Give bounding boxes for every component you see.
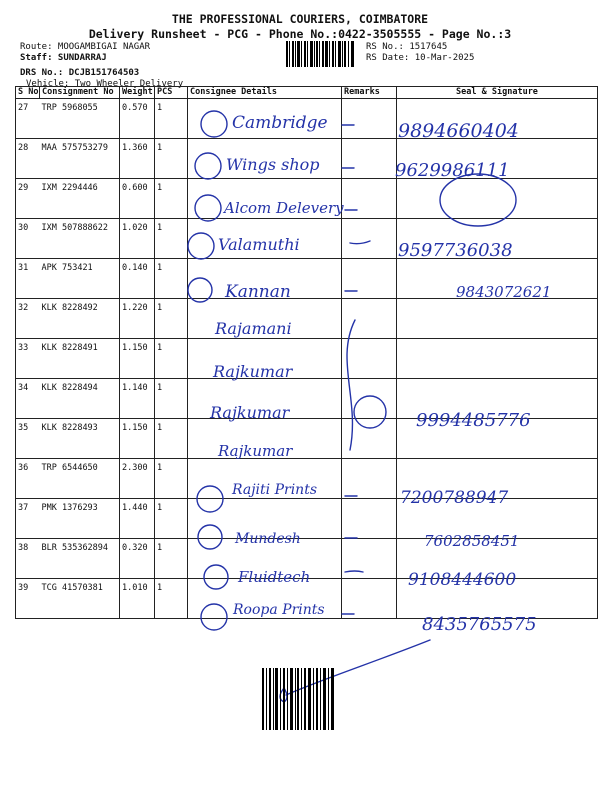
cell-consignee-details bbox=[188, 459, 342, 499]
cell-pcs: 1 bbox=[155, 339, 188, 379]
cell-pcs: 1 bbox=[155, 219, 188, 259]
handwritten-consignee: Kannan bbox=[225, 282, 291, 302]
col-signature: Seal & Signature bbox=[397, 87, 598, 99]
cell-remarks bbox=[342, 379, 397, 419]
cell-seal-signature bbox=[397, 499, 598, 539]
cell-seal-signature bbox=[397, 219, 598, 259]
handwritten-phone: 7200788947 bbox=[400, 488, 509, 508]
cell-seal-signature bbox=[397, 139, 598, 179]
cell-consignment-no: BLR 535362894 bbox=[40, 539, 120, 579]
handwritten-consignee: Roopa Prints bbox=[233, 602, 325, 618]
cell-weight: 2.300 bbox=[120, 459, 155, 499]
col-weight: Weight bbox=[120, 87, 155, 99]
handwritten-phone: 9597736038 bbox=[398, 240, 513, 261]
cell-sno: 36 bbox=[16, 459, 40, 499]
col-consignee: Consignee Details bbox=[188, 87, 342, 99]
cell-sno: 35 bbox=[16, 419, 40, 459]
handwritten-phone: 9894660404 bbox=[398, 120, 519, 142]
handwritten-consignee: Rajiti Prints bbox=[232, 482, 317, 498]
cell-pcs: 1 bbox=[155, 299, 188, 339]
cell-remarks bbox=[342, 499, 397, 539]
cell-pcs: 1 bbox=[155, 459, 188, 499]
handwritten-phone: 9108444600 bbox=[408, 570, 517, 590]
cell-consignee-details bbox=[188, 99, 342, 139]
company-title: THE PROFESSIONAL COURIERS, COIMBATORE bbox=[171, 12, 429, 26]
cell-weight: 1.360 bbox=[120, 139, 155, 179]
info-left bbox=[20, 42, 183, 90]
cell-weight: 1.150 bbox=[120, 419, 155, 459]
cell-weight: 0.600 bbox=[120, 179, 155, 219]
cell-consignment-no: MAA 575753279 bbox=[40, 139, 120, 179]
table-row bbox=[16, 419, 598, 459]
cell-consignment-no: IXM 2294446 bbox=[40, 179, 120, 219]
cell-weight: 0.570 bbox=[120, 99, 155, 139]
cell-remarks bbox=[342, 299, 397, 339]
handwritten-consignee: Rajkumar bbox=[213, 362, 293, 381]
cell-sno: 29 bbox=[16, 179, 40, 219]
cell-consignee-details bbox=[188, 419, 342, 459]
handwritten-consignee: Rajkumar bbox=[218, 442, 293, 460]
handwritten-consignee: Rajamani bbox=[215, 319, 292, 338]
cell-consignment-no: TCG 41570381 bbox=[40, 579, 120, 619]
vehicle-text: Vehicle: Two Wheeler Delivery bbox=[26, 79, 184, 89]
cell-consignment-no: TRP 6544650 bbox=[40, 459, 120, 499]
cell-remarks bbox=[342, 259, 397, 299]
handwritten-consignee: Rajkumar bbox=[210, 403, 290, 422]
handwritten-consignee: Fluidtech bbox=[238, 568, 311, 586]
cell-consignee-details bbox=[188, 499, 342, 539]
cell-pcs: 1 bbox=[155, 99, 188, 139]
cell-pcs: 1 bbox=[155, 259, 188, 299]
cell-weight: 0.140 bbox=[120, 259, 155, 299]
cell-consignment-no: TRP 5968055 bbox=[40, 99, 120, 139]
cell-weight: 1.010 bbox=[120, 579, 155, 619]
col-remarks: Remarks bbox=[342, 87, 397, 99]
cell-consignment-no: IXM 507888622 bbox=[40, 219, 120, 259]
cell-consignment-no: KLK 8228494 bbox=[40, 379, 120, 419]
cell-seal-signature bbox=[397, 539, 598, 579]
cell-consignee-details bbox=[188, 299, 342, 339]
cell-weight: 1.140 bbox=[120, 379, 155, 419]
cell-remarks bbox=[342, 539, 397, 579]
col-sno: S No bbox=[16, 87, 40, 99]
cell-seal-signature bbox=[397, 339, 598, 379]
barcode-icon bbox=[286, 41, 354, 67]
table-row bbox=[16, 139, 598, 179]
barcode-icon bbox=[262, 668, 334, 730]
cell-sno: 30 bbox=[16, 219, 40, 259]
cell-weight: 1.020 bbox=[120, 219, 155, 259]
col-pcs: PCS bbox=[155, 87, 188, 99]
cell-remarks bbox=[342, 339, 397, 379]
cell-consignment-no: KLK 8228492 bbox=[40, 299, 120, 339]
table-row bbox=[16, 459, 598, 499]
table-row bbox=[16, 219, 598, 259]
cell-sno: 31 bbox=[16, 259, 40, 299]
table-row bbox=[16, 259, 598, 299]
table-row bbox=[16, 539, 598, 579]
cell-seal-signature bbox=[397, 459, 598, 499]
table-row bbox=[16, 179, 598, 219]
handwritten-phone: 9629986111 bbox=[395, 160, 510, 181]
cell-consignment-no: KLK 8228491 bbox=[40, 339, 120, 379]
runsheet-table bbox=[15, 86, 598, 619]
cell-weight: 1.150 bbox=[120, 339, 155, 379]
staff-text: Staff: SUNDARRAJ bbox=[20, 53, 107, 63]
cell-pcs: 1 bbox=[155, 179, 188, 219]
cell-remarks bbox=[342, 99, 397, 139]
handwritten-consignee: Cambridge bbox=[232, 113, 328, 133]
cell-consignee-details bbox=[188, 579, 342, 619]
cell-seal-signature bbox=[397, 379, 598, 419]
rs-date-text: RS Date: 10-Mar-2025 bbox=[366, 53, 475, 63]
cell-pcs: 1 bbox=[155, 379, 188, 419]
handwritten-phone: 9994485776 bbox=[416, 410, 531, 431]
handwritten-consignee: Wings shop bbox=[226, 155, 320, 174]
col-consignment: Consignment No bbox=[40, 87, 120, 99]
cell-seal-signature bbox=[397, 419, 598, 459]
cell-remarks bbox=[342, 419, 397, 459]
cell-sno: 33 bbox=[16, 339, 40, 379]
cell-consignee-details bbox=[188, 379, 342, 419]
cell-consignee-details bbox=[188, 219, 342, 259]
cell-sno: 32 bbox=[16, 299, 40, 339]
cell-pcs: 1 bbox=[155, 139, 188, 179]
cell-consignee-details bbox=[188, 139, 342, 179]
table-row bbox=[16, 579, 598, 619]
table-row bbox=[16, 99, 598, 139]
route-text: Route: MOOGAMBIGAI NAGAR bbox=[20, 42, 151, 52]
handwritten-consignee: Alcom Delevery bbox=[224, 199, 344, 217]
cell-weight: 0.320 bbox=[120, 539, 155, 579]
cell-consignee-details bbox=[188, 179, 342, 219]
handwritten-phone: 8435765575 bbox=[422, 614, 537, 635]
cell-weight: 1.440 bbox=[120, 499, 155, 539]
table-row bbox=[16, 339, 598, 379]
cell-pcs: 1 bbox=[155, 539, 188, 579]
cell-remarks bbox=[342, 139, 397, 179]
cell-consignment-no: APK 753421 bbox=[40, 259, 120, 299]
cell-consignee-details bbox=[188, 339, 342, 379]
handwritten-phone: 9843072621 bbox=[456, 283, 552, 301]
cell-sno: 34 bbox=[16, 379, 40, 419]
cell-seal-signature bbox=[397, 99, 598, 139]
cell-consignee-details bbox=[188, 259, 342, 299]
cell-seal-signature bbox=[397, 179, 598, 219]
cell-seal-signature bbox=[397, 299, 598, 339]
cell-sno: 39 bbox=[16, 579, 40, 619]
rs-no-text: RS No.: 1517645 bbox=[366, 42, 448, 52]
handwritten-consignee: Mundesh bbox=[235, 531, 301, 547]
cell-consignment-no: PMK 1376293 bbox=[40, 499, 120, 539]
cell-pcs: 1 bbox=[155, 579, 188, 619]
cell-sno: 37 bbox=[16, 499, 40, 539]
cell-seal-signature bbox=[397, 579, 598, 619]
cell-sno: 38 bbox=[16, 539, 40, 579]
cell-consignment-no: KLK 8228493 bbox=[40, 419, 120, 459]
handwritten-consignee: Valamuthi bbox=[218, 235, 300, 254]
cell-seal-signature bbox=[397, 259, 598, 299]
cell-sno: 28 bbox=[16, 139, 40, 179]
drs-text: DRS No.: DCJB151764503 bbox=[20, 68, 140, 78]
runsheet-subtitle: Delivery Runsheet - PCG - Phone No.:0422-3505555 - Page No.:3 bbox=[88, 27, 512, 41]
table-row bbox=[16, 299, 598, 339]
info-right bbox=[366, 42, 474, 64]
cell-remarks bbox=[342, 579, 397, 619]
handwritten-phone: 7602858451 bbox=[424, 532, 520, 550]
cell-consignee-details bbox=[188, 539, 342, 579]
cell-remarks bbox=[342, 459, 397, 499]
cell-pcs: 1 bbox=[155, 419, 188, 459]
table-row bbox=[16, 379, 598, 419]
cell-sno: 27 bbox=[16, 99, 40, 139]
cell-remarks bbox=[342, 179, 397, 219]
cell-pcs: 1 bbox=[155, 499, 188, 539]
cell-weight: 1.220 bbox=[120, 299, 155, 339]
table-row bbox=[16, 499, 598, 539]
cell-remarks bbox=[342, 219, 397, 259]
table-header-row bbox=[16, 87, 598, 99]
